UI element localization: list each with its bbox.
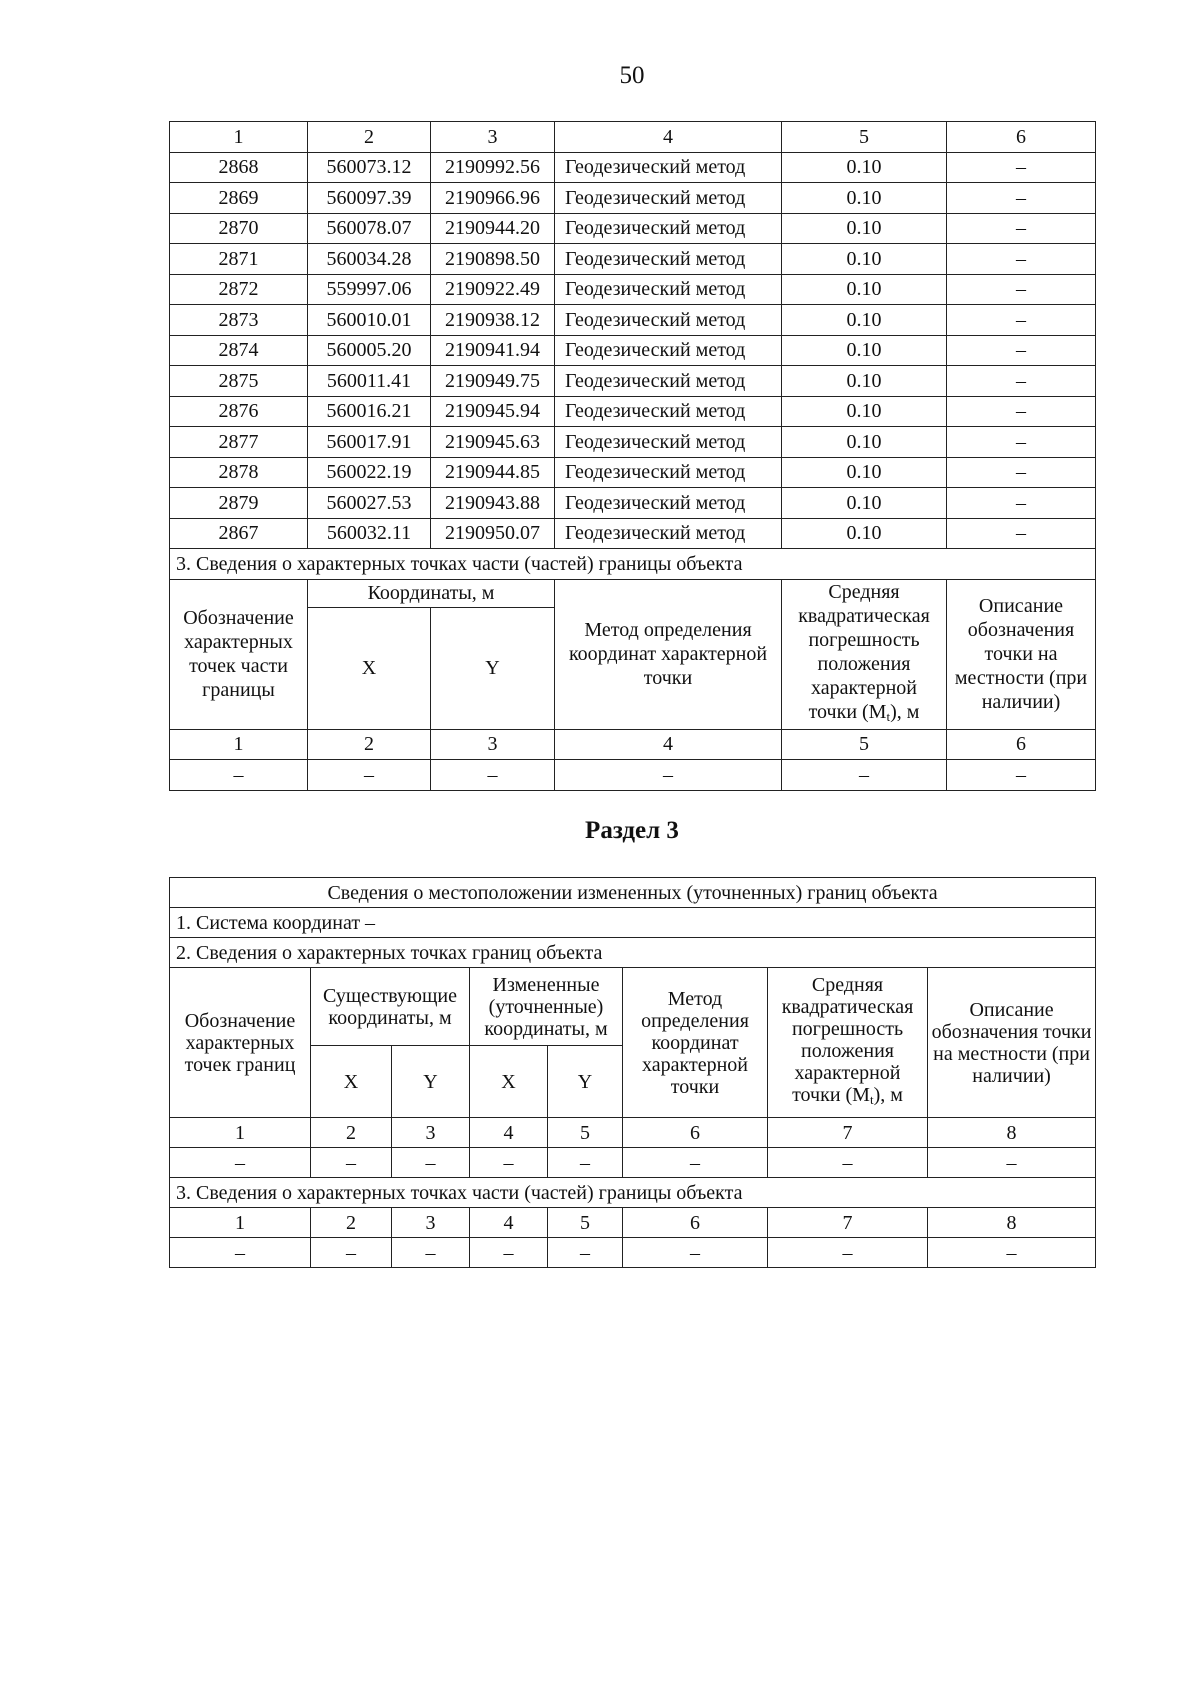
column-number: 3 bbox=[431, 122, 555, 153]
method-cell: Геодезический метод bbox=[555, 213, 782, 244]
x-coordinate-cell: 560011.41 bbox=[308, 366, 431, 397]
x-coordinate-cell: 560016.21 bbox=[308, 396, 431, 427]
column-number: 5 bbox=[548, 1208, 623, 1238]
column-number: 3 bbox=[392, 1118, 470, 1148]
y-coordinate-cell: 2190944.85 bbox=[431, 457, 555, 488]
column-number: 3 bbox=[392, 1208, 470, 1238]
x-coordinate-cell: 560034.28 bbox=[308, 244, 431, 275]
table-row bbox=[170, 213, 1096, 244]
column-number-row bbox=[170, 1208, 1096, 1238]
empty-row bbox=[170, 760, 1096, 791]
mean-error-cell: 0.10 bbox=[782, 457, 947, 488]
x-coordinate-cell: 560097.39 bbox=[308, 183, 431, 214]
x-coordinate-cell: 560073.12 bbox=[308, 152, 431, 183]
table-row bbox=[170, 488, 1096, 519]
column-number: 6 bbox=[623, 1208, 768, 1238]
empty-cell: – bbox=[431, 760, 555, 791]
y-coordinate-cell: 2190938.12 bbox=[431, 305, 555, 336]
column-number: 7 bbox=[768, 1118, 928, 1148]
method-cell: Геодезический метод bbox=[555, 305, 782, 336]
description-cell: – bbox=[947, 457, 1096, 488]
y-coordinate-cell: 2190966.96 bbox=[431, 183, 555, 214]
y-coordinate-cell: 2190922.49 bbox=[431, 274, 555, 305]
header-y: Y bbox=[431, 607, 555, 729]
y-coordinate-cell: 2190945.63 bbox=[431, 427, 555, 458]
part-section-title: 3. Сведения о характерных точках части (частей) границы объекта bbox=[170, 549, 1096, 580]
point-id-cell: 2871 bbox=[170, 244, 308, 275]
y-coordinate-cell: 2190949.75 bbox=[431, 366, 555, 397]
header-mean-error-sub: t bbox=[886, 708, 891, 724]
table-row bbox=[170, 274, 1096, 305]
table-row bbox=[170, 518, 1096, 549]
column-number: 4 bbox=[555, 729, 782, 760]
empty-cell: – bbox=[928, 1148, 1096, 1178]
x-coordinate-cell: 560078.07 bbox=[308, 213, 431, 244]
point-id-cell: 2876 bbox=[170, 396, 308, 427]
point-id-cell: 2867 bbox=[170, 518, 308, 549]
column-number: 5 bbox=[548, 1118, 623, 1148]
column-number: 2 bbox=[311, 1118, 392, 1148]
table-row bbox=[170, 152, 1096, 183]
empty-cell: – bbox=[392, 1238, 470, 1268]
empty-cell: – bbox=[768, 1238, 928, 1268]
coordinate-system: 1. Система координат – bbox=[170, 908, 1096, 938]
header-y-existing: Y bbox=[392, 1046, 470, 1118]
mean-error-cell: 0.10 bbox=[782, 396, 947, 427]
header-changed-coordinates: Измененные (уточненные) координаты, м bbox=[470, 968, 623, 1046]
description-cell: – bbox=[947, 213, 1096, 244]
x-coordinate-cell: 560005.20 bbox=[308, 335, 431, 366]
column-number: 5 bbox=[782, 729, 947, 760]
column-number: 6 bbox=[947, 122, 1096, 153]
column-number-row bbox=[170, 122, 1096, 153]
empty-row bbox=[170, 1148, 1096, 1178]
mean-error-cell: 0.10 bbox=[782, 518, 947, 549]
mean-error-cell: 0.10 bbox=[782, 274, 947, 305]
point-id-cell: 2879 bbox=[170, 488, 308, 519]
header-x-existing: X bbox=[311, 1046, 392, 1118]
header-coordinates: Координаты, м bbox=[308, 579, 555, 607]
description-cell: – bbox=[947, 274, 1096, 305]
column-number: 1 bbox=[170, 1208, 311, 1238]
table-row bbox=[170, 427, 1096, 458]
header-designation: Обозначение характерных точек границ bbox=[170, 968, 311, 1118]
section-title: Раздел 3 bbox=[585, 817, 679, 844]
method-cell: Геодезический метод bbox=[555, 274, 782, 305]
column-number: 5 bbox=[782, 122, 947, 153]
header-x-changed: X bbox=[470, 1046, 548, 1118]
description-cell: – bbox=[947, 335, 1096, 366]
header-mean-error bbox=[782, 579, 947, 729]
point-id-cell: 2870 bbox=[170, 213, 308, 244]
column-number: 2 bbox=[308, 729, 431, 760]
changed-boundaries-table bbox=[169, 877, 1096, 1268]
point-id-cell: 2874 bbox=[170, 335, 308, 366]
mean-error-cell: 0.10 bbox=[782, 244, 947, 275]
header-mean-error-unit: ), м bbox=[873, 1084, 903, 1106]
x-coordinate-cell: 560010.01 bbox=[308, 305, 431, 336]
table-row bbox=[170, 457, 1096, 488]
table-row bbox=[170, 244, 1096, 275]
header-method: Метод определения координат характерной точки bbox=[623, 968, 768, 1118]
column-number: 4 bbox=[470, 1208, 548, 1238]
empty-cell: – bbox=[311, 1238, 392, 1268]
method-cell: Геодезический метод bbox=[555, 335, 782, 366]
column-number: 4 bbox=[470, 1118, 548, 1148]
table-row bbox=[170, 335, 1096, 366]
empty-cell: – bbox=[311, 1148, 392, 1178]
table-row bbox=[170, 183, 1096, 214]
y-coordinate-cell: 2190950.07 bbox=[431, 518, 555, 549]
method-cell: Геодезический метод bbox=[555, 396, 782, 427]
column-number-row bbox=[170, 1118, 1096, 1148]
empty-cell: – bbox=[470, 1148, 548, 1178]
empty-cell: – bbox=[947, 760, 1096, 791]
y-coordinate-cell: 2190941.94 bbox=[431, 335, 555, 366]
column-number: 7 bbox=[768, 1208, 928, 1238]
column-number: 2 bbox=[308, 122, 431, 153]
page-number: 50 bbox=[619, 62, 645, 89]
empty-cell: – bbox=[928, 1238, 1096, 1268]
mean-error-cell: 0.10 bbox=[782, 488, 947, 519]
table-row bbox=[170, 396, 1096, 427]
point-id-cell: 2878 bbox=[170, 457, 308, 488]
method-cell: Геодезический метод bbox=[555, 488, 782, 519]
empty-cell: – bbox=[555, 760, 782, 791]
header-mean-error-text: Средняя квадратическая погрешность положения характерной точки (M bbox=[798, 580, 930, 723]
column-number: 8 bbox=[928, 1208, 1096, 1238]
empty-cell: – bbox=[470, 1238, 548, 1268]
method-cell: Геодезический метод bbox=[555, 244, 782, 275]
header-mean-error-text: Средняя квадратическая погрешность положения характерной точки (M bbox=[781, 974, 914, 1106]
description-cell: – bbox=[947, 396, 1096, 427]
header-x: X bbox=[308, 607, 431, 729]
y-coordinate-cell: 2190992.56 bbox=[431, 152, 555, 183]
y-coordinate-cell: 2190898.50 bbox=[431, 244, 555, 275]
point-id-cell: 2872 bbox=[170, 274, 308, 305]
empty-cell: – bbox=[782, 760, 947, 791]
x-coordinate-cell: 560032.11 bbox=[308, 518, 431, 549]
point-id-cell: 2873 bbox=[170, 305, 308, 336]
table-row bbox=[170, 366, 1096, 397]
empty-cell: – bbox=[623, 1238, 768, 1268]
description-cell: – bbox=[947, 366, 1096, 397]
method-cell: Геодезический метод bbox=[555, 366, 782, 397]
x-coordinate-cell: 560022.19 bbox=[308, 457, 431, 488]
column-number: 2 bbox=[311, 1208, 392, 1238]
description-cell: – bbox=[947, 427, 1096, 458]
point-id-cell: 2875 bbox=[170, 366, 308, 397]
mean-error-cell: 0.10 bbox=[782, 366, 947, 397]
method-cell: Геодезический метод bbox=[555, 518, 782, 549]
description-cell: – bbox=[947, 183, 1096, 214]
method-cell: Геодезический метод bbox=[555, 457, 782, 488]
table-title: Сведения о местоположении измененных (уточненных) границ объекта bbox=[170, 878, 1096, 908]
points-section-title: 2. Сведения о характерных точках границ объекта bbox=[170, 938, 1096, 968]
point-id-cell: 2868 bbox=[170, 152, 308, 183]
header-mean-error-sub: t bbox=[869, 1092, 874, 1107]
empty-cell: – bbox=[548, 1148, 623, 1178]
description-cell: – bbox=[947, 152, 1096, 183]
header-method: Метод определения координат характерной точки bbox=[555, 579, 782, 729]
header-existing-coordinates: Существующие координаты, м bbox=[311, 968, 470, 1046]
empty-cell: – bbox=[170, 1148, 311, 1178]
mean-error-cell: 0.10 bbox=[782, 152, 947, 183]
mean-error-cell: 0.10 bbox=[782, 183, 947, 214]
point-id-cell: 2877 bbox=[170, 427, 308, 458]
method-cell: Геодезический метод bbox=[555, 152, 782, 183]
mean-error-cell: 0.10 bbox=[782, 427, 947, 458]
table-row bbox=[170, 305, 1096, 336]
mean-error-cell: 0.10 bbox=[782, 213, 947, 244]
column-number: 3 bbox=[431, 729, 555, 760]
header-designation: Обозначение характерных точек части границы bbox=[170, 579, 308, 729]
mean-error-cell: 0.10 bbox=[782, 305, 947, 336]
empty-cell: – bbox=[392, 1148, 470, 1178]
description-cell: – bbox=[947, 305, 1096, 336]
empty-cell: – bbox=[548, 1238, 623, 1268]
x-coordinate-cell: 560027.53 bbox=[308, 488, 431, 519]
method-cell: Геодезический метод bbox=[555, 183, 782, 214]
column-number: 6 bbox=[947, 729, 1096, 760]
header-mean-error-unit: ), м bbox=[890, 700, 920, 723]
x-coordinate-cell: 559997.06 bbox=[308, 274, 431, 305]
description-cell: – bbox=[947, 488, 1096, 519]
empty-cell: – bbox=[170, 1238, 311, 1268]
header-description: Описание обозначения точки на местности (при наличии) bbox=[947, 579, 1096, 729]
column-number: 1 bbox=[170, 122, 308, 153]
part-section-title: 3. Сведения о характерных точках части (частей) границы объекта bbox=[170, 1178, 1096, 1208]
method-cell: Геодезический метод bbox=[555, 427, 782, 458]
point-id-cell: 2869 bbox=[170, 183, 308, 214]
column-number: 8 bbox=[928, 1118, 1096, 1148]
column-number: 6 bbox=[623, 1118, 768, 1148]
y-coordinate-cell: 2190944.20 bbox=[431, 213, 555, 244]
column-number: 1 bbox=[170, 1118, 311, 1148]
column-number: 4 bbox=[555, 122, 782, 153]
description-cell: – bbox=[947, 518, 1096, 549]
x-coordinate-cell: 560017.91 bbox=[308, 427, 431, 458]
boundary-points-table bbox=[169, 121, 1096, 791]
column-number: 1 bbox=[170, 729, 308, 760]
y-coordinate-cell: 2190943.88 bbox=[431, 488, 555, 519]
empty-row bbox=[170, 1238, 1096, 1268]
mean-error-cell: 0.10 bbox=[782, 335, 947, 366]
column-number-row bbox=[170, 729, 1096, 760]
header-description: Описание обозначения точки на местности (при наличии) bbox=[928, 968, 1096, 1118]
header-mean-error bbox=[768, 968, 928, 1118]
empty-cell: – bbox=[308, 760, 431, 791]
empty-cell: – bbox=[768, 1148, 928, 1178]
description-cell: – bbox=[947, 244, 1096, 275]
empty-cell: – bbox=[623, 1148, 768, 1178]
empty-cell: – bbox=[170, 760, 308, 791]
y-coordinate-cell: 2190945.94 bbox=[431, 396, 555, 427]
header-y-changed: Y bbox=[548, 1046, 623, 1118]
